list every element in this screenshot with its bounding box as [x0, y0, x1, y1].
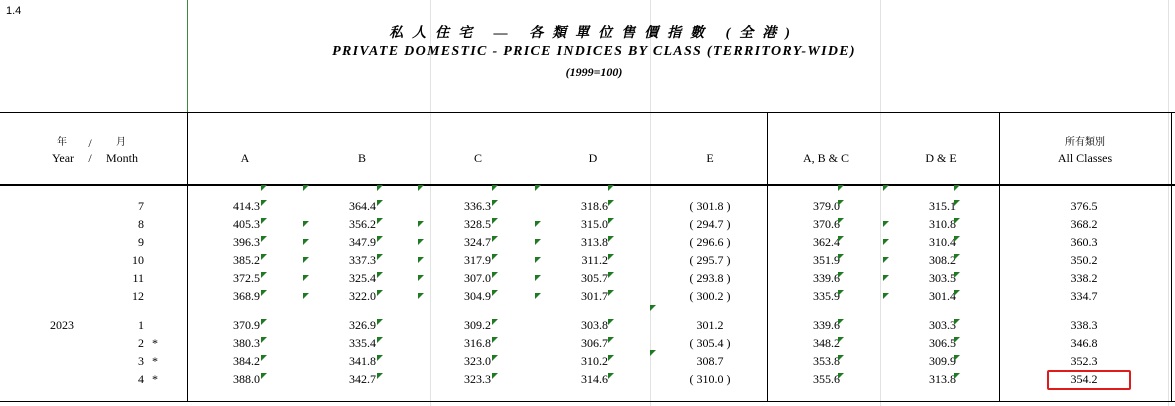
error-indicator-icon [261, 200, 267, 206]
error-indicator-icon [608, 272, 614, 278]
error-indicator-icon [838, 200, 844, 206]
class-de-cell[interactable]: 313.8 [929, 372, 956, 386]
error-indicator-icon [838, 185, 844, 191]
class-de-cell[interactable]: 303.3 [929, 318, 956, 332]
provisional-mark[interactable]: * [152, 372, 158, 386]
class-c-cell[interactable]: 304.9 [464, 289, 491, 303]
month-cell[interactable]: 4 [138, 372, 144, 386]
error-indicator-icon [492, 355, 498, 361]
error-indicator-icon [377, 200, 383, 206]
error-indicator-icon [954, 337, 960, 343]
provisional-mark[interactable]: * [152, 354, 158, 368]
class-e-cell[interactable]: ( 296.6 ) [689, 235, 731, 249]
year-cell[interactable] [32, 287, 92, 305]
year-cell[interactable] [32, 269, 92, 287]
highlight-box [1047, 370, 1131, 390]
class-d-cell[interactable]: 314.6 [581, 372, 608, 386]
all-classes-cell[interactable]: 368.2 [1070, 217, 1098, 231]
class-abc-cell[interactable]: 335.9 [813, 289, 840, 303]
error-indicator-icon [954, 373, 960, 379]
month-cell[interactable]: 3 [138, 354, 144, 368]
error-indicator-icon [303, 185, 309, 191]
provisional-mark[interactable] [148, 287, 162, 305]
error-indicator-icon [418, 221, 424, 227]
header-month: Month [105, 151, 138, 165]
class-de-cell[interactable]: 315.1 [929, 199, 956, 213]
class-b-cell[interactable]: 342.7 [349, 372, 376, 386]
header-all-classes-zh: 所有類別 [1065, 137, 1105, 148]
class-abc-cell[interactable]: 355.6 [813, 372, 840, 386]
class-c-cell[interactable]: 323.0 [464, 354, 491, 368]
class-abc-cell[interactable]: 339.6 [813, 271, 840, 285]
header-class-e: E [706, 151, 714, 165]
error-indicator-icon [377, 337, 383, 343]
error-indicator-icon [608, 290, 614, 296]
class-d-cell[interactable]: 318.6 [581, 199, 608, 213]
all-classes-cell[interactable]: 338.3 [1070, 318, 1098, 332]
error-indicator-icon [535, 239, 541, 245]
error-indicator-icon [954, 236, 960, 242]
year-cell[interactable] [32, 251, 92, 269]
class-a-cell[interactable]: 396.3 [233, 235, 260, 249]
class-e-cell[interactable]: ( 295.7 ) [689, 253, 731, 267]
error-indicator-icon [883, 257, 889, 263]
error-indicator-icon [261, 185, 267, 191]
error-indicator-icon [418, 257, 424, 263]
year-cell[interactable] [32, 215, 92, 233]
error-indicator-icon [261, 218, 267, 224]
class-c-cell[interactable]: 309.2 [464, 318, 491, 332]
class-b-cell[interactable]: 364.4 [349, 199, 376, 213]
header-month-zh: 月 [116, 137, 126, 148]
class-abc-cell[interactable]: 339.6 [813, 318, 840, 332]
year-cell[interactable] [32, 233, 92, 251]
class-d-cell[interactable]: 303.8 [581, 318, 608, 332]
class-d-cell[interactable]: 305.7 [581, 271, 608, 285]
class-abc-cell[interactable]: 353.8 [813, 354, 840, 368]
error-indicator-icon [377, 290, 383, 296]
year-cell[interactable] [32, 370, 92, 388]
gridline [650, 0, 651, 406]
table-title-english: PRIVATE DOMESTIC - PRICE INDICES BY CLASS (TERRITORY-WIDE) [332, 44, 856, 59]
header-class-de: D & E [925, 151, 957, 165]
error-indicator-icon [492, 272, 498, 278]
error-indicator-icon [261, 254, 267, 260]
error-indicator-icon [492, 319, 498, 325]
error-indicator-icon [303, 257, 309, 263]
provisional-mark[interactable] [148, 269, 162, 287]
all-classes-cell[interactable]: 352.3 [1070, 354, 1098, 368]
header-class-c: C [473, 151, 482, 165]
error-indicator-icon [838, 236, 844, 242]
class-abc-cell[interactable]: 362.4 [813, 235, 840, 249]
error-indicator-icon [418, 275, 424, 281]
column-divider [187, 112, 188, 402]
class-a-cell[interactable]: 380.3 [233, 336, 260, 350]
class-abc-cell[interactable]: 348.2 [813, 336, 840, 350]
class-abc-cell[interactable]: 351.9 [813, 253, 840, 267]
error-indicator-icon [418, 239, 424, 245]
error-indicator-icon [883, 239, 889, 245]
month-cell[interactable]: 8 [138, 217, 144, 231]
class-c-cell[interactable]: 317.9 [464, 253, 491, 267]
error-indicator-icon [608, 236, 614, 242]
class-d-cell[interactable]: 311.2 [581, 253, 608, 267]
year-cell[interactable]: 2023 [50, 318, 74, 332]
class-d-cell[interactable]: 315.0 [581, 217, 608, 231]
error-indicator-icon [535, 293, 541, 299]
error-indicator-icon [261, 355, 267, 361]
error-indicator-icon [883, 221, 889, 227]
error-indicator-icon [303, 239, 309, 245]
class-c-cell[interactable]: 328.5 [464, 217, 491, 231]
error-indicator-icon [377, 185, 383, 191]
error-indicator-icon [883, 293, 889, 299]
class-c-cell[interactable]: 307.0 [464, 271, 491, 285]
class-de-cell[interactable]: 306.5 [929, 336, 956, 350]
error-indicator-icon [492, 236, 498, 242]
error-indicator-icon [303, 293, 309, 299]
header-class-d: D [588, 151, 598, 165]
error-indicator-icon [954, 254, 960, 260]
class-de-cell[interactable]: 309.9 [929, 354, 956, 368]
provisional-mark[interactable] [148, 316, 162, 334]
error-indicator-icon [838, 337, 844, 343]
header-year-zh: 年 [57, 137, 67, 148]
provisional-mark[interactable] [148, 197, 162, 215]
error-indicator-icon [838, 355, 844, 361]
class-e-cell[interactable]: 308.7 [696, 354, 724, 368]
error-indicator-icon [838, 254, 844, 260]
error-indicator-icon [650, 350, 656, 356]
class-b-cell[interactable]: 322.0 [349, 289, 376, 303]
error-indicator-icon [608, 373, 614, 379]
class-b-cell[interactable]: 337.3 [349, 253, 376, 267]
class-e-cell[interactable]: ( 310.0 ) [689, 372, 731, 386]
error-indicator-icon [492, 200, 498, 206]
class-b-cell[interactable]: 335.4 [349, 336, 376, 350]
table-title-chinese: 私人住宅 — 各類單位售價指數 (全港) [389, 26, 799, 41]
error-indicator-icon [838, 218, 844, 224]
error-indicator-icon [954, 200, 960, 206]
error-indicator-icon [650, 305, 656, 311]
error-indicator-icon [883, 185, 889, 191]
error-indicator-icon [838, 319, 844, 325]
class-e-cell[interactable]: ( 293.8 ) [689, 271, 731, 285]
class-b-cell[interactable]: 326.9 [349, 318, 376, 332]
all-classes-cell[interactable]: 376.5 [1070, 199, 1098, 213]
error-indicator-icon [377, 254, 383, 260]
error-indicator-icon [608, 185, 614, 191]
month-cell[interactable]: 7 [138, 199, 144, 213]
error-indicator-icon [492, 373, 498, 379]
class-a-cell[interactable]: 414.3 [233, 199, 260, 213]
error-indicator-icon [608, 337, 614, 343]
month-cell[interactable]: 10 [132, 253, 144, 267]
error-indicator-icon [303, 221, 309, 227]
provisional-mark[interactable] [148, 215, 162, 233]
class-e-cell[interactable]: 301.2 [696, 318, 724, 332]
class-c-cell[interactable]: 324.7 [464, 235, 491, 249]
error-indicator-icon [261, 290, 267, 296]
header-class-b: B [357, 151, 366, 165]
class-c-cell[interactable]: 316.8 [464, 336, 491, 350]
error-indicator-icon [492, 337, 498, 343]
year-cell[interactable] [32, 197, 92, 215]
error-indicator-icon [535, 221, 541, 227]
error-indicator-icon [954, 319, 960, 325]
class-abc-cell[interactable]: 379.0 [813, 199, 840, 213]
header-class-a: A [240, 151, 250, 165]
class-e-cell[interactable]: ( 300.2 ) [689, 289, 731, 303]
error-indicator-icon [418, 185, 424, 191]
header-year: Year [51, 151, 75, 165]
all-classes-cell[interactable]: 334.7 [1070, 289, 1098, 303]
all-classes-cell[interactable]: 338.2 [1070, 271, 1098, 285]
class-d-cell[interactable]: 306.7 [581, 336, 608, 350]
all-classes-cell[interactable]: 346.8 [1070, 336, 1098, 350]
error-indicator-icon [954, 290, 960, 296]
error-indicator-icon [492, 290, 498, 296]
year-cell[interactable] [32, 352, 92, 370]
class-e-cell[interactable]: ( 301.8 ) [689, 199, 731, 213]
error-indicator-icon [261, 272, 267, 278]
error-indicator-icon [303, 275, 309, 281]
error-indicator-icon [261, 319, 267, 325]
error-indicator-icon [608, 254, 614, 260]
month-cell[interactable]: 1 [138, 318, 144, 332]
cell-reference[interactable]: 1.4 [6, 5, 22, 17]
column-divider [767, 112, 768, 402]
error-indicator-icon [261, 236, 267, 242]
error-indicator-icon [838, 272, 844, 278]
class-d-cell[interactable]: 313.8 [581, 235, 608, 249]
all-classes-cell[interactable]: 360.3 [1070, 235, 1098, 249]
header-all-classes: All Classes [1057, 151, 1113, 165]
error-indicator-icon [954, 272, 960, 278]
error-indicator-icon [838, 373, 844, 379]
header-slash: / [88, 151, 92, 165]
error-indicator-icon [377, 272, 383, 278]
month-cell[interactable]: 11 [132, 271, 144, 285]
class-b-cell[interactable]: 356.2 [349, 217, 376, 231]
provisional-mark[interactable] [148, 251, 162, 269]
month-cell[interactable]: 12 [132, 289, 144, 303]
class-a-cell[interactable]: 370.9 [233, 318, 260, 332]
error-indicator-icon [535, 185, 541, 191]
error-indicator-icon [608, 200, 614, 206]
class-c-cell[interactable]: 336.3 [464, 199, 491, 213]
error-indicator-icon [954, 218, 960, 224]
error-indicator-icon [838, 290, 844, 296]
error-indicator-icon [954, 355, 960, 361]
class-a-cell[interactable]: 385.2 [233, 253, 260, 267]
class-b-cell[interactable]: 347.9 [349, 235, 376, 249]
year-cell[interactable] [32, 334, 92, 352]
error-indicator-icon [608, 319, 614, 325]
month-cell[interactable]: 2 [138, 336, 144, 350]
error-indicator-icon [608, 355, 614, 361]
month-cell[interactable]: 9 [138, 235, 144, 249]
class-e-cell[interactable]: ( 305.4 ) [689, 336, 731, 350]
provisional-mark[interactable] [148, 233, 162, 251]
class-e-cell[interactable]: ( 294.7 ) [689, 217, 731, 231]
class-a-cell[interactable]: 372.5 [233, 271, 260, 285]
class-de-cell[interactable]: 310.4 [929, 235, 956, 249]
all-classes-cell[interactable]: 350.2 [1070, 253, 1098, 267]
class-d-cell[interactable]: 301.7 [581, 289, 608, 303]
error-indicator-icon [535, 257, 541, 263]
class-d-cell[interactable]: 310.2 [581, 354, 608, 368]
class-a-cell[interactable]: 384.2 [233, 354, 260, 368]
error-indicator-icon [377, 218, 383, 224]
class-de-cell[interactable]: 301.4 [929, 289, 956, 303]
error-indicator-icon [418, 293, 424, 299]
class-a-cell[interactable]: 405.3 [233, 217, 260, 231]
class-de-cell[interactable]: 303.5 [929, 271, 956, 285]
header-slash: / [88, 136, 92, 150]
error-indicator-icon [492, 185, 498, 191]
error-indicator-icon [261, 373, 267, 379]
error-indicator-icon [492, 254, 498, 260]
error-indicator-icon [492, 218, 498, 224]
class-a-cell[interactable]: 388.0 [233, 372, 260, 386]
error-indicator-icon [261, 337, 267, 343]
gridline [1168, 0, 1169, 406]
class-b-cell[interactable]: 341.8 [349, 354, 376, 368]
class-abc-cell[interactable]: 370.6 [813, 217, 840, 231]
error-indicator-icon [377, 236, 383, 242]
error-indicator-icon [377, 373, 383, 379]
gridline [880, 0, 881, 406]
error-indicator-icon [377, 319, 383, 325]
class-de-cell[interactable]: 310.8 [929, 217, 956, 231]
error-indicator-icon [535, 275, 541, 281]
all-classes-cell[interactable]: 354.2 [1070, 372, 1098, 386]
class-a-cell[interactable]: 368.9 [233, 289, 260, 303]
provisional-mark[interactable]: * [152, 336, 158, 350]
table-subtitle: (1999=100) [565, 65, 623, 79]
column-divider [1171, 112, 1172, 402]
class-b-cell[interactable]: 325.4 [349, 271, 376, 285]
class-c-cell[interactable]: 323.3 [464, 372, 491, 386]
error-indicator-icon [377, 355, 383, 361]
column-divider [999, 112, 1000, 402]
header-class-abc: A, B & C [802, 151, 849, 165]
error-indicator-icon [883, 275, 889, 281]
class-de-cell[interactable]: 308.2 [929, 253, 956, 267]
error-indicator-icon [608, 218, 614, 224]
error-indicator-icon [954, 185, 960, 191]
